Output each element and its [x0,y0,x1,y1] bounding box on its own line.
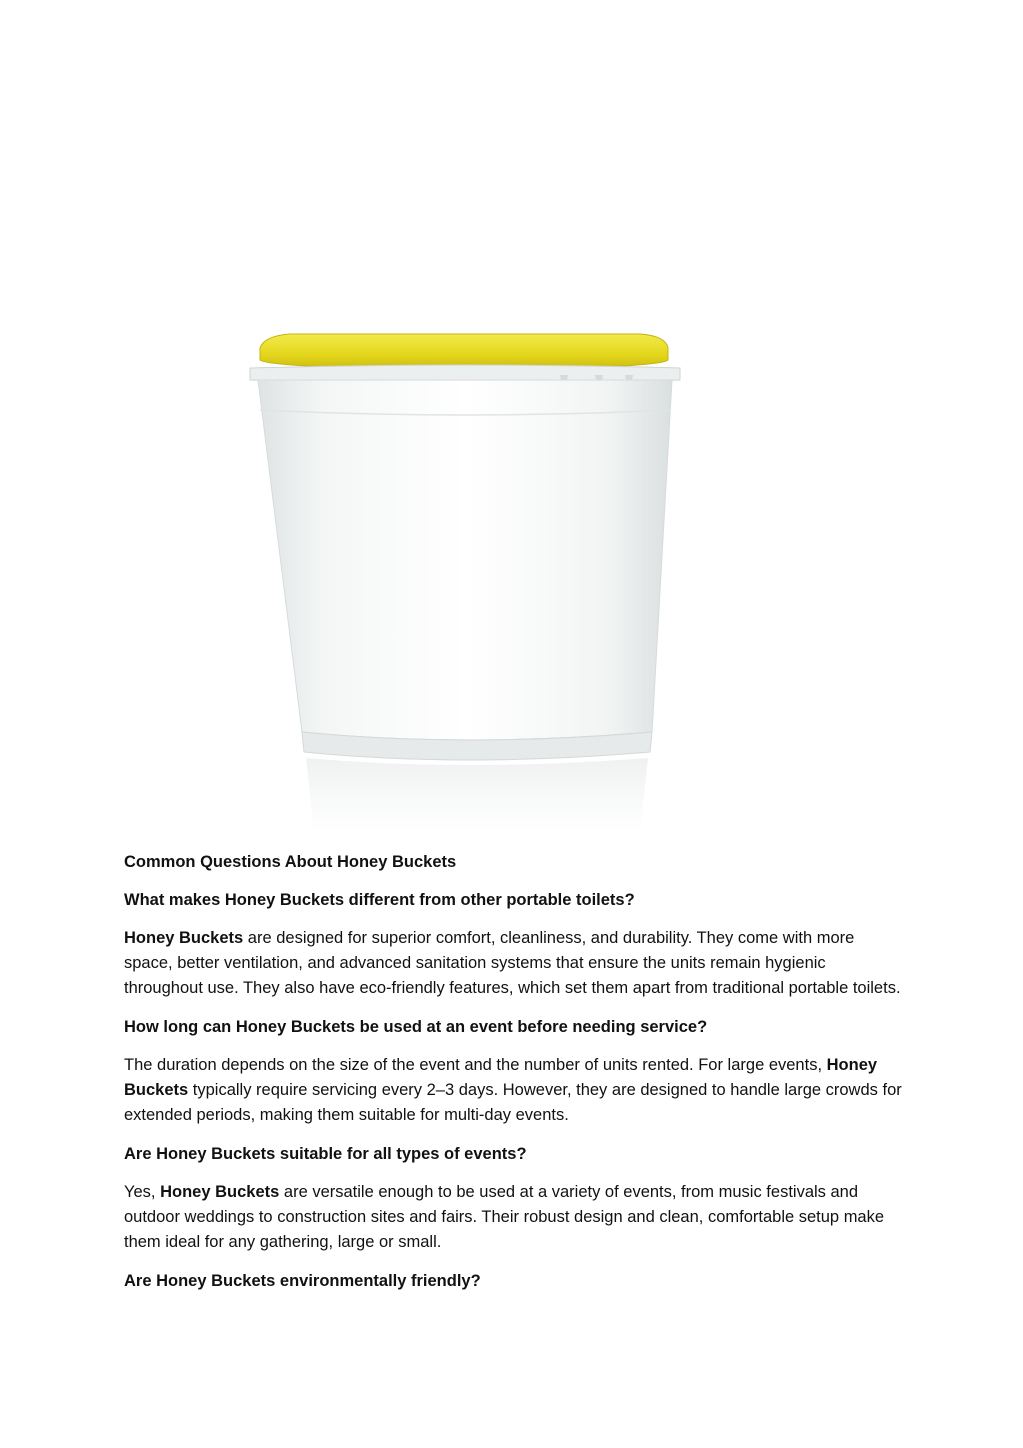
brand-name: Honey Buckets [160,1183,280,1201]
brand-name: Honey Buckets [124,1056,878,1099]
faq-section [124,850,904,1307]
faq-question-3: Are Honey Buckets suitable for all types of events? [124,1145,527,1163]
answer-text: are designed for superior comfort, cleanliness, and durability. They come with more space, better ventilation, and advanced sanitation systems that ensure the units remain hygienic throughout use. They also have eco-friendly features, which set them apart from traditional portable toilets. [124,929,901,997]
faq-answer-2 [124,1053,904,1128]
faq-question-4: Are Honey Buckets environmentally friendly? [124,1272,481,1290]
answer-text: are versatile enough to be used at a variety of events, from music festivals and outdoor weddings to construction sites and fairs. Their robust design and clean, comfortable setup make them ideal for any gathering, large or small. [124,1183,885,1251]
brand-name: Honey Buckets [124,929,244,947]
faq-answer-3 [124,1180,904,1255]
faq-answer-1 [124,926,904,1001]
answer-text-pre: Yes, [124,1183,161,1201]
plastic-container-with-yellow-lid-icon [240,320,690,840]
answer-text: typically require servicing every 2–3 days. However, they are designed to handle large crowds for extended periods, making them suitable for multi-day events. [124,1081,902,1124]
faq-question-2: How long can Honey Buckets be used at an event before needing service? [124,1018,708,1036]
container-image [240,320,690,840]
answer-text-pre: The duration depends on the size of the event and the number of units rented. For large events, [124,1056,827,1074]
faq-heading: Common Questions About Honey Buckets [124,853,457,871]
faq-question-1: What makes Honey Buckets different from other portable toilets? [124,891,635,909]
